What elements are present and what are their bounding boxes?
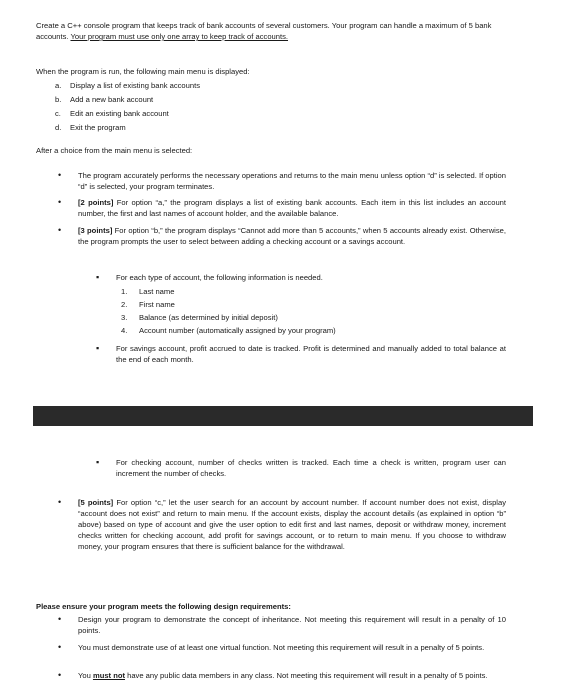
bullet-icon: • (58, 170, 62, 180)
bullet-text: The program accurately performs the necessary operations and returns to the main menu unless option “d” is selected. If option “d” is selected, your program terminates. (78, 171, 507, 191)
requirement-text: You must demonstrate use of at least one virtual function. Not meeting this requirement will result in a penalty of 5 points. (78, 643, 485, 652)
menu-item-text: Add a new bank account (70, 95, 154, 104)
item-text: Balance (as determined by initial deposit) (139, 313, 278, 322)
requirement-text: Design your program to demonstrate the concept of inheritance. Not meeting this requirement will result in a penalty of 10 points. (78, 615, 506, 635)
page-divider-bar (33, 406, 533, 426)
bullet-text: For savings account, profit accrued to date is tracked. Profit is determined and manually added to total balance at the end of each month. (116, 344, 506, 364)
item-number: 3. (121, 313, 128, 322)
bullet-body: For option “c,” let the user search for an account by account number. If account number does not exist, display “account does not exist” and return to main menu. If the account exists, display the account details (as explained in option “b” above) based on type of account and give the user option to edit first and last names, deposit or withdraw money, increment checks written for checking account, add profit for savings account, or to return to main menu. If you choose to withdraw money, your program ensures that there is sufficient balance for the withdrawal. (78, 498, 506, 551)
bullet-item (58, 170, 506, 192)
bullet-item (58, 225, 506, 247)
numbered-item (121, 325, 336, 338)
intro-text: Create a C++ console program that keeps track of bank accounts of several customers. Your program can handle a maximum of 5 bank accounts. (36, 21, 492, 41)
item-number: 2. (121, 300, 128, 309)
menu-item-text: Edit an existing bank account (70, 109, 169, 118)
item-number: 4. (121, 326, 128, 335)
sub-bullet-item (96, 272, 506, 283)
bullet-item (58, 497, 506, 552)
points-label: [2 points] (78, 198, 114, 207)
bullet-icon: • (58, 642, 62, 652)
item-number: 1. (121, 287, 128, 296)
menu-list (55, 80, 200, 136)
item-text: Last name (139, 287, 175, 296)
numbered-list (121, 286, 336, 338)
bullet-icon: • (58, 225, 62, 235)
requirement-text (78, 670, 488, 681)
bullet-text: For checking account, number of checks written is tracked. Each time a check is written, program user can increment the number of checks. (116, 458, 506, 478)
menu-item (55, 80, 200, 94)
requirement-text-post: have any public data members in any class. Not meeting this requirement will result in a penalty of 5 points. (125, 671, 488, 680)
menu-item-letter: a. (55, 81, 62, 90)
menu-item (55, 108, 200, 122)
bullet-body: For option “a,” the program displays a list of existing bank accounts. Each item in this list includes an account number, the first and last names of account holder, and the available balance. (78, 198, 507, 218)
requirement-item (58, 642, 506, 653)
menu-item (55, 122, 200, 136)
points-label: [5 points] (78, 498, 114, 507)
numbered-item (121, 299, 336, 312)
bullet-text (78, 225, 506, 247)
menu-item-letter: b. (55, 95, 62, 104)
requirement-emphasis: must not (92, 671, 125, 680)
bullet-body: For option “b,” the program displays “Cannot add more than 5 accounts,” when 5 accounts already exist. Otherwise, the program prompts the user to select between adding a checking account or a savings account. (78, 226, 507, 246)
after-choice-heading: After a choice from the main menu is selected: (36, 146, 193, 155)
bullet-text (78, 497, 506, 552)
menu-item-text: Exit the program (70, 123, 126, 132)
bullet-icon: ▪ (96, 272, 100, 282)
bullet-icon: ▪ (96, 343, 100, 353)
item-text: First name (139, 300, 175, 309)
intro-paragraph (36, 20, 524, 42)
requirement-text-pre: You (78, 671, 93, 680)
numbered-item (121, 286, 336, 299)
bullet-item (58, 197, 506, 219)
bullet-icon: ▪ (96, 457, 100, 467)
bullet-text (78, 197, 506, 219)
menu-item-letter: c. (55, 109, 61, 118)
sub-bullet-item (96, 457, 506, 479)
bullet-text: For each type of account, the following information is needed. (116, 273, 323, 282)
bullet-icon: • (58, 497, 62, 507)
intro-underlined-text: Your program must use only one array to keep track of accounts. (70, 32, 289, 41)
sub-bullet-item (96, 343, 506, 365)
numbered-item (121, 312, 336, 325)
menu-item-letter: d. (55, 123, 62, 132)
bullet-icon: • (58, 670, 62, 680)
menu-item-text: Display a list of existing bank accounts (70, 81, 201, 90)
bullet-icon: • (58, 197, 62, 207)
bullet-icon: • (58, 614, 62, 624)
menu-item (55, 94, 200, 108)
requirement-item (58, 614, 506, 636)
item-text: Account number (automatically assigned by your program) (139, 326, 336, 335)
requirement-item (58, 670, 506, 681)
points-label: [3 points] (78, 226, 113, 235)
menu-intro: When the program is run, the following main menu is displayed: (36, 67, 250, 76)
requirements-heading: Please ensure your program meets the following design requirements: (36, 602, 291, 611)
